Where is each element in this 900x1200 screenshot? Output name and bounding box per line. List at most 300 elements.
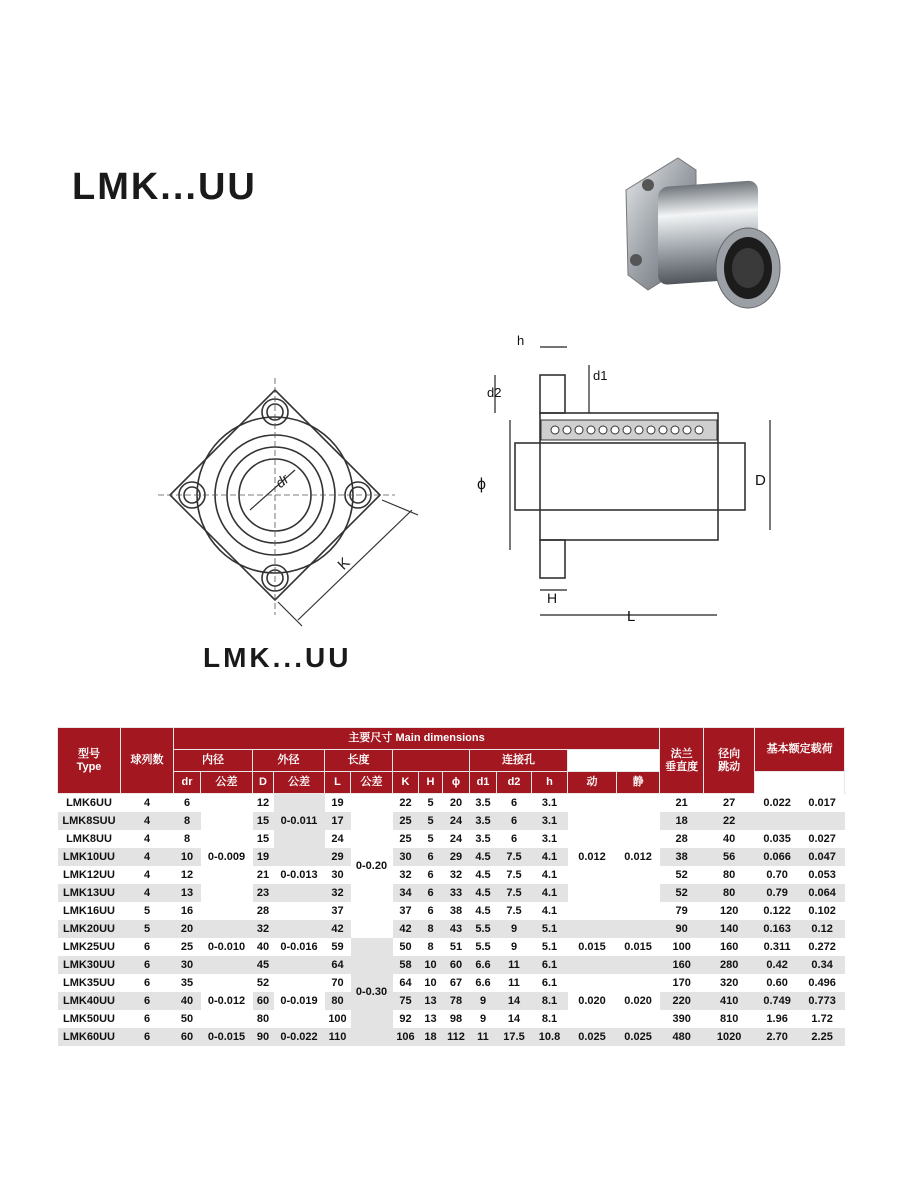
cell-L: 29: [325, 848, 351, 866]
cell-weight-1: 0.70: [766, 869, 788, 881]
cell-dr: 8: [183, 833, 191, 845]
cell-L: 42: [325, 920, 351, 938]
cell-H: 13: [419, 992, 443, 1010]
cell-weight-2: 0.102: [808, 905, 836, 917]
cell-d1: 11: [470, 1028, 497, 1046]
header-perp: [660, 728, 704, 794]
cell-balls: 6: [143, 977, 151, 989]
cell-d1: 4.5: [470, 848, 497, 866]
cell-static: 80: [723, 869, 736, 881]
cell-d2: 14: [507, 1013, 521, 1025]
table-row: [58, 974, 845, 992]
cell-K: 34: [393, 884, 419, 902]
cell-K: 64: [399, 977, 412, 989]
cell-tol-outer: [274, 956, 325, 974]
cell-h: 3.1: [541, 797, 558, 809]
table-row: [58, 884, 845, 902]
cell-weight-2: 2.25: [800, 1028, 845, 1046]
sub-K: K: [393, 772, 419, 794]
cell-type: LMK50UU: [63, 1013, 115, 1025]
cell-d1: 3.5: [475, 797, 491, 809]
cell-dynamic: 480: [660, 1028, 704, 1046]
cell-d1: 3.5: [470, 812, 497, 830]
cell-h: 5.1: [532, 920, 568, 938]
cell-phi: 33: [443, 884, 470, 902]
cell-weight-1: 0.79: [755, 884, 800, 902]
cell-d1: 5.5: [475, 941, 491, 953]
cell-dr: 60: [174, 1028, 201, 1046]
cell-weight-2: 0.272: [808, 941, 836, 953]
cell-type: LMK8UU: [66, 833, 112, 845]
sub-dynamic: 动: [568, 772, 617, 794]
cell-dynamic: 21: [675, 797, 688, 809]
spec-table: 型号 Type 球列数 主要尺寸 Main dimensions 法兰 垂直度 径向 跳动 基本额定载荷 重量 内径 外径 长度 连接孔 dr 公差 D 公差 L 公差 K H ϕ d1 d2 h 动 静 LMK6UU 4 6 0-0.009 12 19 0-0.20 22 5 20 3.5 6 3.1 0.012 0.012 21 27 0.022 0.017 LMK8SUU 4 8 15 0-0.011 17 25 5 24 3.5 6 3.1 18 22 LMK8UU 4 8 15 24 25 5 24 3.5 6 3.1 28 40 0.035 0.027 LMK10UU 4 10 19 29 30 6 29 4.5 7.5 4.1 38 56 0.066 0.047 LMK12UU 4 12 21 0-0.013 30 32 6 32 4.5 7.5 4.1 52 80 0.70 0.053 LMK13UU 4 13 23 32 34 6 33 4.5 7.5 4.1 52 80 0.79 0.064 LMK16UU 5 16 28 37 37 6 38 4.5 7.5 4.1 79 120 0.122 0.102 LMK20UU 5 20 32 42 42 8 43 5.5 9 5.1 90 140 0.163 0.12 LMK25UU 6 25 0-0.010 40 0-0.016 59 0-0.30 50 8 51 5.5 9 5.1 0.015 0.015 100 160 0.311 0.272 LMK30UU 6 30 45 64 58 10 60 6.6 11 6.1 160 280 0.42 0.34 LMK35UU 6 35 0-0.012 52 0-0.019 70 64 10 67 6.6 11 6.1 0.020 0.020 170 320 0.60 0.496 LMK40UU 6 40 60 80 75 13 78 9 14 8.1 220 410 0.749 0.773 LMK50UU 6 50 80 100 92 13 98 9 14 8.1 390 810 1.96 1.72 LMK60UU 6 60 0-0.015 90 0-0.022 110 106 18 112 11 17.5 10.8 0.025 0.025 480 1020 2.70 2.25: [57, 727, 845, 1046]
cell-runout: [617, 956, 660, 974]
cell-dr: 20: [174, 920, 201, 938]
cell-static: 40: [723, 833, 736, 845]
cell-static: 280: [704, 956, 755, 974]
cell-type: LMK12UU: [63, 869, 115, 881]
cell-phi: 32: [449, 869, 463, 881]
cell-phi: 43: [443, 920, 470, 938]
cell-weight-1: [755, 812, 800, 830]
cell-H: 8: [427, 941, 434, 953]
cell-dynamic: 220: [660, 992, 704, 1010]
cell-tol-inner: 0-0.009: [201, 794, 253, 921]
cell-H: 10: [419, 956, 443, 974]
cell-weight-1: 1.96: [766, 1013, 788, 1025]
cell-d1: 3.5: [475, 833, 491, 845]
cell-perp: 0.015: [578, 941, 606, 953]
cell-balls: 5: [121, 920, 174, 938]
cell-D: 28: [256, 905, 270, 917]
cell-weight-1: 2.70: [755, 1028, 800, 1046]
cell-L: 80: [325, 992, 351, 1010]
sub-d1: d1: [470, 772, 497, 794]
cell-weight-2: 0.773: [800, 992, 845, 1010]
cell-balls: 6: [121, 992, 174, 1010]
cell-K: 58: [393, 956, 419, 974]
cell-type: LMK6UU: [66, 797, 112, 809]
cell-phi: 67: [449, 977, 463, 989]
cell-weight-2: 0.027: [808, 833, 836, 845]
cell-tol-outer: [274, 830, 325, 848]
cell-h: 3.1: [532, 812, 568, 830]
header-holes: 连接孔: [470, 750, 568, 772]
cell-tol-outer: [274, 884, 325, 902]
cell-perp: [568, 920, 617, 938]
cell-dynamic: 160: [660, 956, 704, 974]
d1-label: d1: [593, 368, 608, 383]
cell-runout: 0.015: [624, 941, 652, 953]
cell-h: 10.8: [532, 1028, 568, 1046]
cell-tol-outer: 0-0.022: [274, 1028, 325, 1046]
cell-h: 8.1: [541, 1013, 558, 1025]
cell-dr: 6: [183, 797, 191, 809]
cell-K: 50: [399, 941, 412, 953]
cell-phi: 112: [443, 1028, 470, 1046]
cell-weight-1: 0.122: [763, 905, 791, 917]
cell-tol-outer: [274, 794, 325, 813]
cell-h: 6.1: [532, 956, 568, 974]
cell-H: 18: [419, 1028, 443, 1046]
header-type-cn: 型号: [78, 748, 100, 761]
cell-weight-2: 0.12: [800, 920, 845, 938]
cell-h: 5.1: [541, 941, 558, 953]
cell-d1: 6.6: [475, 977, 491, 989]
cell-tol-inner: 0-0.015: [201, 1028, 253, 1046]
header-inner: 内径: [174, 750, 253, 772]
cell-static: 140: [704, 920, 755, 938]
cell-d2: 9: [510, 941, 518, 953]
cell-d2: 11: [508, 977, 520, 989]
cell-balls: 6: [143, 1013, 151, 1025]
cell-static: 27: [723, 797, 736, 809]
cell-dynamic: 52: [675, 869, 688, 881]
cell-D: 32: [253, 920, 274, 938]
cell-D: 80: [256, 1013, 270, 1025]
cell-H: 6: [427, 869, 434, 881]
cell-D: 19: [253, 848, 274, 866]
cell-tol-inner: 0-0.010: [207, 941, 246, 953]
cell-h: 6.1: [541, 977, 558, 989]
cell-weight-2: 1.72: [811, 1013, 833, 1025]
cell-static: 810: [719, 1013, 739, 1025]
sub-static: 静: [617, 772, 660, 794]
cell-L: 24: [331, 833, 344, 845]
cell-dynamic: 170: [672, 977, 691, 989]
cell-dr: 8: [174, 812, 201, 830]
cell-D: 12: [256, 797, 270, 809]
cell-d2: 11: [497, 956, 532, 974]
cell-H: 5: [419, 812, 443, 830]
cell-K: 25: [399, 833, 412, 845]
cell-balls: 4: [143, 797, 151, 809]
page-title-mid: LMK...UU: [203, 642, 352, 673]
cell-phi: 98: [449, 1013, 463, 1025]
cell-d1: 4.5: [475, 905, 491, 917]
cell-d2: 7.5: [506, 905, 522, 917]
header-runout: [704, 728, 755, 794]
cell-type: LMK35UU: [63, 977, 115, 989]
cell-dynamic: 18: [660, 812, 704, 830]
cell-D: 90: [253, 1028, 274, 1046]
cell-L: 30: [331, 869, 344, 881]
cell-dynamic: 28: [675, 833, 688, 845]
table-row: [58, 866, 845, 884]
cell-phi: 51: [449, 941, 463, 953]
cell-d2: 17.5: [497, 1028, 532, 1046]
cell-D: 40: [256, 941, 270, 953]
cell-K: 92: [399, 1013, 412, 1025]
cell-weight-1: 0.749: [755, 992, 800, 1010]
cell-K: 75: [393, 992, 419, 1010]
cell-tol-inner: 0-0.012: [207, 995, 246, 1007]
cell-runout: [617, 920, 660, 938]
cell-tol-inner: [201, 920, 253, 938]
cell-type: LMK40UU: [58, 992, 121, 1010]
cell-tol-outer: [274, 920, 325, 938]
header-perp-1: 法兰: [670, 748, 693, 761]
cell-d1: 4.5: [470, 884, 497, 902]
cell-balls: 4: [121, 884, 174, 902]
cell-H: 10: [424, 977, 437, 989]
cell-d2: 7.5: [497, 848, 532, 866]
table-row: [58, 848, 845, 866]
header-type-en: Type: [76, 760, 102, 773]
cell-tol-outer: 0-0.011: [274, 812, 325, 830]
cell-runout: 0.020: [624, 995, 652, 1007]
cell-phi: 29: [443, 848, 470, 866]
cell-dr: 50: [180, 1013, 194, 1025]
cell-weight-1: 0.60: [766, 977, 788, 989]
cell-K: 42: [393, 920, 419, 938]
header-runout-2: 跳动: [718, 760, 741, 773]
header-outer: 外径: [253, 750, 325, 772]
cell-H: 8: [419, 920, 443, 938]
cell-dr: 30: [174, 956, 201, 974]
header-blank: [393, 750, 470, 772]
cell-static: 1020: [704, 1028, 755, 1046]
cell-balls: 4: [143, 869, 151, 881]
cell-dr: 16: [180, 905, 194, 917]
cell-weight-1: 0.022: [763, 796, 791, 809]
cell-dynamic: 79: [675, 905, 688, 917]
cell-weight-2: 0.053: [808, 869, 836, 881]
dr-label: dr: [272, 470, 292, 491]
cell-K: 37: [399, 905, 412, 917]
cell-weight-1: 0.42: [755, 956, 800, 974]
cell-L: 64: [325, 956, 351, 974]
cell-H: 6: [419, 884, 443, 902]
sub-H: H: [419, 772, 443, 794]
d2-label: d2: [487, 385, 502, 400]
cell-static: 22: [704, 812, 755, 830]
cell-d1: 6.6: [470, 956, 497, 974]
cell-K: 30: [393, 848, 419, 866]
cell-L: 100: [328, 1013, 347, 1025]
cell-tol-length: 0-0.30: [351, 938, 393, 1046]
sub-D: D: [253, 772, 274, 794]
cell-d1: 5.5: [470, 920, 497, 938]
cell-dynamic: 52: [660, 884, 704, 902]
cell-d2: 7.5: [497, 884, 532, 902]
cell-balls: 6: [121, 1028, 174, 1046]
cell-static: 160: [719, 941, 739, 953]
cell-runout: 0.025: [617, 1028, 660, 1046]
cell-d2: 7.5: [506, 869, 522, 881]
cell-tol-outer: [274, 848, 325, 866]
front-view-drawing: [150, 370, 430, 640]
cell-static: 410: [704, 992, 755, 1010]
table-row: [58, 1028, 845, 1046]
cell-weight-1: 0.066: [755, 848, 800, 866]
cell-dynamic: 38: [660, 848, 704, 866]
cell-static: 56: [704, 848, 755, 866]
cell-h: 4.1: [541, 905, 558, 917]
cell-d2: 14: [497, 992, 532, 1010]
cell-H: 6: [427, 905, 434, 917]
cell-type: LMK10UU: [58, 848, 121, 866]
K-label: K: [334, 554, 354, 574]
table-row: [58, 992, 845, 1010]
header-runout-1: 径向: [718, 748, 741, 761]
cell-balls: 4: [121, 812, 174, 830]
cell-L: 110: [325, 1028, 351, 1046]
table-row: [58, 1010, 845, 1028]
H-label: H: [547, 590, 558, 606]
cell-static: 320: [719, 977, 739, 989]
cell-dynamic: 90: [660, 920, 704, 938]
cell-balls: 6: [143, 941, 151, 953]
header-length: 长度: [325, 750, 393, 772]
table-row: [58, 812, 845, 830]
cell-L: 70: [331, 977, 344, 989]
cell-D: 52: [256, 977, 270, 989]
cell-perp: 0.012: [568, 794, 617, 921]
page-title-top: LMK...UU: [72, 166, 257, 208]
cell-H: 5: [427, 797, 434, 809]
header-type: [58, 728, 121, 794]
cell-static: 120: [719, 905, 739, 917]
table-row: [58, 794, 845, 813]
cell-D: 21: [256, 869, 270, 881]
cell-H: 6: [419, 848, 443, 866]
cell-runout: 0.012: [617, 794, 660, 921]
cell-L: 37: [331, 905, 344, 917]
cell-weight-1: 0.163: [755, 920, 800, 938]
cell-dr: 10: [174, 848, 201, 866]
cell-h: 3.1: [541, 833, 558, 845]
cell-D: 23: [253, 884, 274, 902]
cell-phi: 78: [443, 992, 470, 1010]
cell-phi: 38: [449, 905, 463, 917]
cell-h: 4.1: [532, 848, 568, 866]
cell-perp: [568, 956, 617, 974]
cell-type: LMK16UU: [63, 905, 115, 917]
cell-d2: 6: [497, 812, 532, 830]
table-row: [58, 920, 845, 938]
cell-weight-2: 0.34: [800, 956, 845, 974]
cell-dr: 40: [174, 992, 201, 1010]
cell-L: 59: [331, 941, 344, 953]
cell-tol-outer: 0-0.019: [280, 995, 318, 1007]
cell-L: 17: [325, 812, 351, 830]
cell-balls: 5: [143, 905, 151, 917]
cell-L: 19: [331, 797, 344, 809]
D-label: D: [755, 472, 766, 489]
cell-tol-outer: [274, 902, 325, 920]
sub-d2: d2: [497, 772, 532, 794]
sub-L: L: [325, 772, 351, 794]
cell-K: 106: [393, 1028, 419, 1046]
cell-K: 32: [399, 869, 412, 881]
table-row: [58, 956, 845, 974]
phi-label: ϕ: [477, 476, 486, 493]
cell-weight-1: 0.311: [763, 941, 791, 953]
L-label: L: [627, 608, 636, 625]
cell-d2: 6: [510, 833, 518, 845]
table-row: [58, 902, 845, 920]
sub-tol3: 公差: [351, 772, 393, 794]
cell-type: LMK30UU: [58, 956, 121, 974]
cell-H: 13: [424, 1013, 437, 1025]
cell-weight-2: 0.496: [808, 977, 836, 989]
cell-h: 4.1: [532, 884, 568, 902]
sub-h: h: [532, 772, 568, 794]
cell-perp: 0.025: [568, 1028, 617, 1046]
cell-weight-2: [800, 812, 845, 830]
cell-K: 25: [393, 812, 419, 830]
cell-L: 32: [325, 884, 351, 902]
sub-phi: ϕ: [443, 772, 470, 794]
header-balls: 球列数: [121, 728, 174, 794]
cell-phi: 20: [449, 797, 463, 809]
sub-dr: dr: [174, 772, 201, 794]
cell-phi: 24: [449, 833, 463, 845]
sub-tol1: 公差: [201, 772, 253, 794]
cell-balls: 4: [143, 833, 151, 845]
cell-K: 22: [399, 797, 412, 809]
cell-type: LMK60UU: [58, 1028, 121, 1046]
cell-type: LMK13UU: [58, 884, 121, 902]
cell-tol-outer: 0-0.013: [280, 869, 318, 881]
cell-balls: 6: [121, 956, 174, 974]
table-row: [58, 938, 845, 956]
cell-weight-2: 0.064: [800, 884, 845, 902]
cell-type: LMK20UU: [58, 920, 121, 938]
header-main: 主要尺寸 Main dimensions: [174, 728, 660, 750]
cell-type: LMK25UU: [63, 941, 115, 953]
cell-D: 60: [253, 992, 274, 1010]
cell-dynamic: 100: [672, 941, 691, 953]
cell-dr: 13: [174, 884, 201, 902]
cell-dr: 25: [180, 941, 194, 953]
header-perp-2: 垂直度: [665, 760, 699, 773]
cell-d2: 6: [510, 797, 518, 809]
cell-balls: 4: [121, 848, 174, 866]
h-label: h: [517, 333, 525, 348]
table-row: [58, 830, 845, 848]
cell-dr: 35: [180, 977, 194, 989]
cell-D: 15: [253, 812, 274, 830]
cell-tol-outer: 0-0.016: [280, 941, 318, 953]
cell-D: 15: [256, 833, 270, 845]
cell-type: LMK8SUU: [58, 812, 121, 830]
cell-phi: 60: [443, 956, 470, 974]
cell-weight-2: 0.047: [800, 848, 845, 866]
cell-h: 4.1: [541, 869, 558, 881]
cell-weight-2: 0.017: [808, 796, 836, 809]
bearing-photo: [618, 150, 788, 315]
cell-dr: 12: [180, 869, 194, 881]
cell-tol-length: 0-0.20: [351, 794, 393, 939]
cell-D: 45: [253, 956, 274, 974]
cell-static: 80: [704, 884, 755, 902]
header-load: 基本额定载荷: [755, 728, 845, 772]
cell-H: 5: [427, 833, 434, 845]
cell-tol-inner: [201, 956, 253, 974]
cell-d1: 9: [479, 1013, 487, 1025]
cell-dynamic: 390: [672, 1013, 691, 1025]
side-view-drawing: [455, 325, 790, 640]
cell-perp: 0.020: [578, 995, 606, 1007]
sub-tol2: 公差: [274, 772, 325, 794]
cell-d1: 4.5: [475, 869, 491, 881]
cell-weight-1: 0.035: [763, 833, 791, 845]
cell-d1: 9: [470, 992, 497, 1010]
cell-d2: 9: [497, 920, 532, 938]
